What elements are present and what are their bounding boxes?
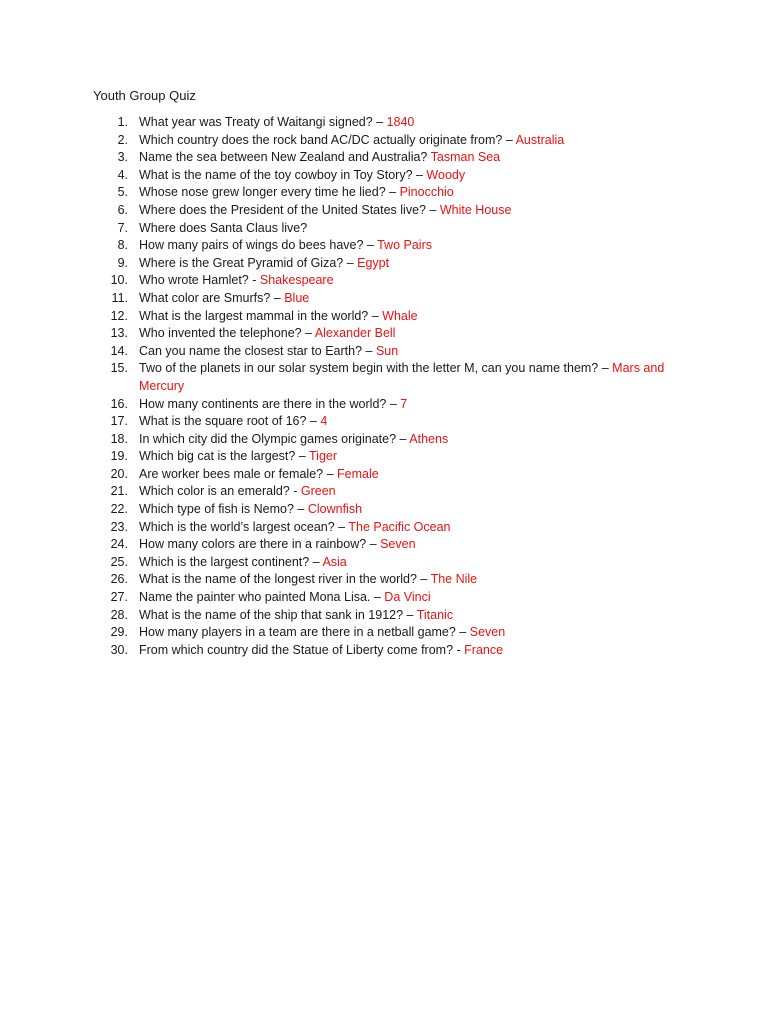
quiz-item bbox=[0, 272, 675, 290]
item-number: 4. bbox=[117, 167, 128, 182]
quiz-item bbox=[0, 114, 675, 132]
quiz-item bbox=[0, 642, 675, 660]
answer-text: White House bbox=[439, 202, 512, 217]
quiz-item bbox=[0, 607, 675, 625]
item-number: 9. bbox=[117, 255, 128, 270]
quiz-item bbox=[0, 202, 675, 220]
item-number: 6. bbox=[117, 202, 128, 217]
question-text: Whose nose grew longer every time he lied? – bbox=[139, 185, 400, 200]
question-text: What is the largest mammal in the world? – bbox=[139, 308, 383, 323]
answer-text: Alexander Bell bbox=[314, 326, 396, 341]
answer-text: The Nile bbox=[430, 572, 478, 587]
item-number: 13. bbox=[110, 326, 128, 341]
answer-text: France bbox=[464, 642, 504, 657]
question-text: How many colors are there in a rainbow? – bbox=[139, 537, 381, 552]
answer-text: Australia bbox=[515, 132, 565, 147]
answer-text: Tasman Sea bbox=[430, 150, 501, 165]
quiz-item bbox=[0, 448, 675, 466]
item-number: 23. bbox=[110, 519, 128, 534]
quiz-item bbox=[0, 589, 675, 607]
question-text: Which is the world’s largest ocean? – bbox=[139, 519, 349, 534]
item-number: 5. bbox=[117, 185, 128, 200]
answer-text: Pinocchio bbox=[399, 185, 454, 200]
question-text: Where does Santa Claus live? bbox=[139, 220, 308, 235]
question-text: Which country does the rock band AC/DC actually originate from? – bbox=[139, 132, 516, 147]
item-number: 28. bbox=[110, 607, 128, 622]
item-number: 7. bbox=[117, 220, 128, 235]
item-number: 22. bbox=[110, 502, 128, 517]
question-text: Name the painter who painted Mona Lisa. – bbox=[139, 590, 385, 605]
item-number: 15. bbox=[110, 361, 128, 376]
question-text: In which city did the Olympic games originate? – bbox=[139, 431, 410, 446]
item-number: 25. bbox=[110, 554, 128, 569]
question-text: Which big cat is the largest? – bbox=[139, 449, 309, 464]
question-text: How many continents are there in the world? – bbox=[139, 396, 401, 411]
quiz-item bbox=[0, 220, 675, 238]
question-text: Are worker bees male or female? – bbox=[139, 466, 338, 481]
item-number: 29. bbox=[110, 625, 128, 640]
question-text: What is the name of the longest river in the world? – bbox=[139, 572, 431, 587]
answer-text: Seven bbox=[380, 537, 416, 552]
answer-text: Athens bbox=[409, 431, 449, 446]
question-text: Who invented the telephone? – bbox=[139, 326, 315, 341]
question-text: Can you name the closest star to Earth? – bbox=[139, 343, 376, 358]
quiz-item bbox=[0, 325, 675, 343]
item-number: 18. bbox=[110, 431, 128, 446]
answer-text: Asia bbox=[322, 554, 347, 569]
quiz-item bbox=[0, 431, 675, 449]
question-text: What color are Smurfs? – bbox=[139, 290, 285, 305]
quiz-item bbox=[0, 132, 675, 150]
answer-text: Seven bbox=[469, 625, 506, 640]
item-number: 3. bbox=[117, 150, 128, 165]
answer-text: 7 bbox=[400, 396, 408, 411]
document-title: Youth Group Quiz bbox=[93, 88, 196, 103]
quiz-item bbox=[0, 396, 675, 414]
item-number: 20. bbox=[110, 466, 128, 481]
question-text: Which is the largest continent? – bbox=[139, 554, 323, 569]
answer-text: Sun bbox=[375, 343, 399, 358]
question-text: What is the square root of 16? – bbox=[139, 414, 321, 429]
question-text: Who wrote Hamlet? - bbox=[139, 273, 260, 288]
item-number: 8. bbox=[117, 238, 128, 253]
answer-text: The Pacific Ocean bbox=[348, 519, 451, 534]
question-text: What year was Treaty of Waitangi signed? – bbox=[139, 115, 387, 129]
answer-text: Whale bbox=[382, 308, 418, 323]
quiz-item bbox=[0, 167, 675, 185]
question-text: Name the sea between New Zealand and Australia? bbox=[139, 150, 431, 165]
item-number: 12. bbox=[110, 308, 128, 323]
quiz-item bbox=[0, 554, 675, 572]
question-text: What is the name of the toy cowboy in Toy Story? – bbox=[139, 167, 427, 182]
answer-text: Woody bbox=[426, 167, 466, 182]
quiz-item bbox=[0, 360, 675, 395]
quiz-item bbox=[0, 519, 675, 537]
question-text: Where is the Great Pyramid of Giza? – bbox=[139, 255, 358, 270]
quiz-item bbox=[0, 501, 675, 519]
item-number: 26. bbox=[110, 572, 128, 587]
question-text: Which type of fish is Nemo? – bbox=[139, 502, 308, 517]
item-number: 2. bbox=[117, 132, 128, 147]
quiz-item bbox=[0, 149, 675, 167]
quiz-item bbox=[0, 536, 675, 554]
answer-text: Green bbox=[300, 484, 336, 499]
item-number: 10. bbox=[110, 273, 128, 288]
item-number: 17. bbox=[110, 414, 128, 429]
item-number: 19. bbox=[110, 449, 128, 464]
question-text: How many players in a team are there in a netball game? – bbox=[139, 625, 470, 640]
answer-text: Mars and Mercury bbox=[139, 361, 665, 393]
answer-text: Female bbox=[337, 466, 379, 481]
answer-text: Clownfish bbox=[307, 502, 363, 517]
quiz-item bbox=[0, 624, 675, 642]
answer-text: Tiger bbox=[309, 449, 338, 464]
item-number: 1. bbox=[117, 115, 128, 129]
answer-text: Egypt bbox=[357, 255, 390, 270]
item-number: 30. bbox=[110, 642, 128, 657]
quiz-item bbox=[0, 237, 675, 255]
quiz-item bbox=[0, 413, 675, 431]
quiz-item bbox=[0, 184, 675, 202]
quiz-item bbox=[0, 290, 675, 308]
quiz-item bbox=[0, 571, 675, 589]
item-number: 11. bbox=[111, 290, 128, 305]
question-text: What is the name of the ship that sank in 1912? – bbox=[139, 607, 417, 622]
quiz-item bbox=[0, 343, 675, 361]
answer-text: Da Vinci bbox=[384, 590, 431, 605]
quiz-list bbox=[0, 114, 768, 659]
question-text: How many pairs of wings do bees have? – bbox=[139, 238, 378, 253]
quiz-item bbox=[0, 308, 675, 326]
question-text: Where does the President of the United States live? – bbox=[139, 202, 440, 217]
item-number: 27. bbox=[110, 590, 128, 605]
quiz-item bbox=[0, 466, 675, 484]
item-number: 24. bbox=[110, 537, 128, 552]
answer-text: Blue bbox=[284, 290, 310, 305]
question-text: From which country did the Statue of Liberty come from? - bbox=[139, 642, 465, 657]
quiz-item bbox=[0, 255, 675, 273]
item-number: 21. bbox=[110, 484, 128, 499]
answer-text: 1840 bbox=[386, 115, 415, 129]
answer-text: Shakespeare bbox=[259, 273, 334, 288]
answer-text: 4 bbox=[320, 414, 328, 429]
question-text: Two of the planets in our solar system begin with the letter M, can you name them? – bbox=[139, 361, 613, 376]
item-number: 16. bbox=[110, 396, 128, 411]
quiz-item bbox=[0, 483, 675, 501]
answer-text: Two Pairs bbox=[377, 238, 432, 253]
item-number: 14. bbox=[110, 343, 128, 358]
answer-text: Titanic bbox=[416, 607, 454, 622]
question-text: Which color is an emerald? - bbox=[139, 484, 301, 499]
